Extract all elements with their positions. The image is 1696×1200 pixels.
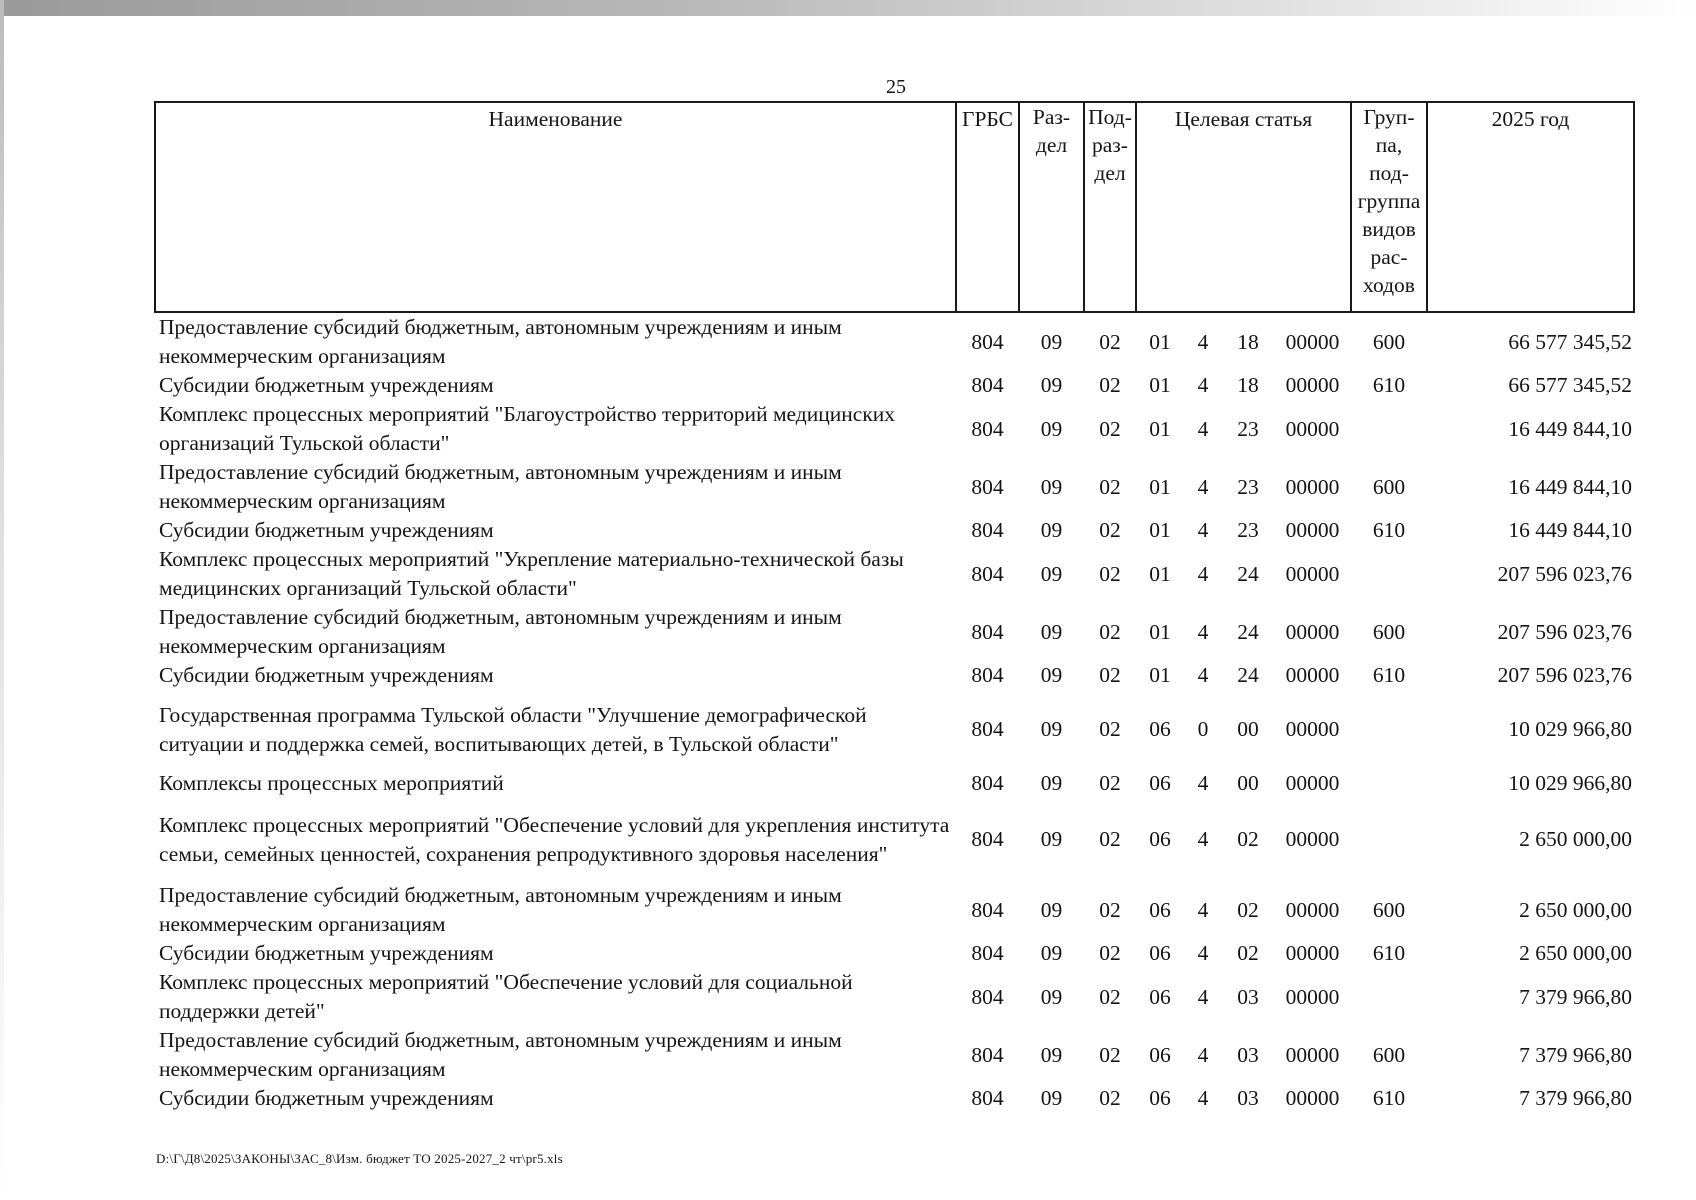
row-razdel: 09 bbox=[1040, 663, 1063, 687]
row-target-direction: 00000 bbox=[1285, 561, 1340, 586]
scan-edge-left bbox=[0, 0, 4, 1200]
row-podrazdel: 02 bbox=[1099, 1086, 1121, 1110]
row-target-program: 01 bbox=[1149, 663, 1171, 687]
table-row bbox=[155, 545, 1634, 603]
row-podrazdel: 02 bbox=[1099, 1042, 1121, 1067]
row-name: Государственная программа Тульской области "Улучшение демографической ситуации и поддержка семей, воспитывающих детей, в Тульской области" bbox=[159, 702, 867, 756]
row-target-type: 4 bbox=[1197, 561, 1209, 586]
row-expense-group: 600 bbox=[1372, 474, 1406, 499]
scan-edge-top bbox=[0, 0, 1696, 16]
row-target-type: 4 bbox=[1197, 941, 1209, 965]
table-row bbox=[155, 312, 1634, 371]
row-target-direction: 00000 bbox=[1285, 897, 1340, 922]
file-path-footer: D:\Г\Д8\2025\ЗАКОНЫ\ЗАС_8\Изм. бюджет ТО 2025-2027_2 чт\pr5.xls bbox=[156, 1151, 563, 1166]
header-podrazdel-text: Под- раз- дел bbox=[1088, 105, 1132, 185]
row-target-element: 18 bbox=[1237, 329, 1259, 354]
row-razdel: 09 bbox=[1040, 1042, 1063, 1067]
row-target-element: 00 bbox=[1237, 771, 1259, 795]
row-razdel: 09 bbox=[1040, 771, 1063, 795]
row-amount: 207 596 023,76 bbox=[1497, 663, 1632, 687]
row-grbs: 804 bbox=[971, 717, 1004, 741]
header-grbs: ГРБС bbox=[956, 102, 1019, 312]
row-target-element: 24 bbox=[1237, 561, 1259, 586]
row-target-type: 4 bbox=[1197, 1042, 1209, 1067]
row-grbs: 804 bbox=[971, 663, 1004, 687]
table-body bbox=[155, 312, 1634, 1113]
row-target-element: 00 bbox=[1237, 717, 1259, 741]
row-razdel: 09 bbox=[1040, 1086, 1063, 1110]
row-amount: 16 449 844,10 bbox=[1508, 474, 1632, 499]
row-amount: 66 577 345,52 bbox=[1508, 329, 1632, 354]
row-podrazdel: 02 bbox=[1099, 373, 1121, 397]
row-target-element: 02 bbox=[1237, 897, 1259, 922]
row-name: Предоставление субсидий бюджетным, автономным учреждениям и иным некоммерческим организациям bbox=[159, 315, 842, 368]
row-amount: 10 029 966,80 bbox=[1508, 717, 1632, 741]
row-name: Субсидии бюджетным учреждениям bbox=[159, 1086, 494, 1110]
row-grbs: 804 bbox=[971, 416, 1004, 441]
row-target-type: 4 bbox=[1197, 518, 1209, 542]
row-razdel: 09 bbox=[1040, 984, 1063, 1009]
row-target-type: 4 bbox=[1197, 416, 1209, 441]
row-podrazdel: 02 bbox=[1099, 771, 1121, 795]
table-row bbox=[155, 458, 1634, 516]
row-target-type: 4 bbox=[1197, 474, 1209, 499]
header-podrazdel bbox=[1084, 102, 1136, 312]
row-razdel: 09 bbox=[1040, 474, 1063, 499]
row-target-element: 02 bbox=[1237, 941, 1259, 965]
row-target-program: 01 bbox=[1149, 619, 1171, 644]
row-target-direction: 00000 bbox=[1285, 984, 1340, 1009]
row-expense-group bbox=[1351, 798, 1427, 881]
row-target-element: 23 bbox=[1237, 416, 1259, 441]
row-target-type: 4 bbox=[1197, 827, 1209, 851]
row-razdel: 09 bbox=[1040, 373, 1063, 397]
row-target-program: 01 bbox=[1149, 416, 1171, 441]
row-target-type: 4 bbox=[1197, 1086, 1209, 1110]
row-target-program: 06 bbox=[1149, 771, 1171, 795]
page-number: 25 bbox=[886, 76, 906, 98]
budget-table bbox=[154, 101, 1635, 1113]
row-razdel: 09 bbox=[1040, 619, 1063, 644]
table-row bbox=[155, 400, 1634, 458]
row-name: Субсидии бюджетным учреждениям bbox=[159, 518, 494, 542]
row-target-direction: 00000 bbox=[1285, 474, 1340, 499]
row-target-program: 01 bbox=[1149, 561, 1171, 586]
row-target-element: 18 bbox=[1237, 373, 1259, 397]
table-row bbox=[155, 1026, 1634, 1084]
row-grbs: 804 bbox=[971, 1042, 1004, 1067]
row-name: Комплекс процессных мероприятий "Обеспечение условий для укрепления института семьи, семейных ценностей, сохранения репродуктивного здоровья населения" bbox=[159, 812, 950, 866]
table-row bbox=[155, 603, 1634, 661]
row-expense-group: 600 bbox=[1372, 619, 1406, 644]
row-podrazdel: 02 bbox=[1099, 663, 1121, 687]
row-name: Комплекс процессных мероприятий "Укрепление материально-технической базы медицинских организаций Тульской области" bbox=[159, 547, 904, 600]
row-razdel: 09 bbox=[1040, 518, 1063, 542]
row-podrazdel: 02 bbox=[1099, 717, 1121, 741]
header-razdel bbox=[1019, 102, 1084, 312]
row-grbs: 804 bbox=[971, 561, 1004, 586]
header-target-article: Целевая статья bbox=[1136, 102, 1351, 312]
row-expense-group: 600 bbox=[1372, 897, 1406, 922]
row-target-direction: 00000 bbox=[1285, 373, 1340, 397]
row-amount: 66 577 345,52 bbox=[1508, 373, 1632, 397]
row-expense-group: 610 bbox=[1372, 373, 1406, 397]
row-target-type: 4 bbox=[1197, 619, 1209, 644]
row-target-direction: 00000 bbox=[1285, 416, 1340, 441]
row-grbs: 804 bbox=[971, 897, 1004, 922]
row-target-element: 23 bbox=[1237, 474, 1259, 499]
table-header bbox=[155, 102, 1634, 312]
row-target-program: 06 bbox=[1149, 827, 1171, 851]
row-razdel: 09 bbox=[1040, 897, 1063, 922]
row-podrazdel: 02 bbox=[1099, 416, 1121, 441]
row-target-program: 06 bbox=[1149, 717, 1171, 741]
row-podrazdel: 02 bbox=[1099, 619, 1121, 644]
row-amount: 7 379 966,80 bbox=[1519, 1042, 1632, 1067]
header-year-2025: 2025 год bbox=[1427, 102, 1634, 312]
row-grbs: 804 bbox=[971, 771, 1004, 795]
row-target-program: 01 bbox=[1149, 373, 1171, 397]
row-expense-group: 600 bbox=[1372, 329, 1406, 354]
header-expense-group bbox=[1351, 102, 1427, 312]
row-expense-group bbox=[1351, 769, 1427, 798]
row-target-program: 06 bbox=[1149, 984, 1171, 1009]
row-target-direction: 00000 bbox=[1285, 619, 1340, 644]
row-grbs: 804 bbox=[971, 827, 1004, 851]
row-razdel: 09 bbox=[1040, 827, 1063, 851]
row-razdel: 09 bbox=[1040, 561, 1063, 586]
row-podrazdel: 02 bbox=[1099, 561, 1121, 586]
table-row bbox=[155, 798, 1634, 881]
row-amount: 207 596 023,76 bbox=[1497, 619, 1632, 644]
row-target-type: 0 bbox=[1197, 717, 1209, 741]
row-grbs: 804 bbox=[971, 518, 1004, 542]
row-expense-group bbox=[1351, 545, 1427, 603]
table-row bbox=[155, 516, 1634, 545]
row-amount: 16 449 844,10 bbox=[1508, 518, 1632, 542]
row-target-element: 02 bbox=[1237, 827, 1259, 851]
row-target-type: 4 bbox=[1197, 771, 1209, 795]
row-target-program: 01 bbox=[1149, 329, 1171, 354]
row-name: Предоставление субсидий бюджетным, автономным учреждениям и иным некоммерческим организациям bbox=[159, 605, 842, 658]
row-target-direction: 00000 bbox=[1285, 717, 1340, 741]
row-target-direction: 00000 bbox=[1285, 329, 1340, 354]
row-razdel: 09 bbox=[1040, 717, 1063, 741]
row-target-program: 06 bbox=[1149, 897, 1171, 922]
row-grbs: 804 bbox=[971, 329, 1004, 354]
row-podrazdel: 02 bbox=[1099, 897, 1121, 922]
row-grbs: 804 bbox=[971, 373, 1004, 397]
row-target-element: 24 bbox=[1237, 663, 1259, 687]
row-target-program: 01 bbox=[1149, 518, 1171, 542]
row-target-type: 4 bbox=[1197, 984, 1209, 1009]
row-podrazdel: 02 bbox=[1099, 984, 1121, 1009]
row-expense-group: 610 bbox=[1372, 518, 1406, 542]
row-podrazdel: 02 bbox=[1099, 941, 1121, 965]
row-grbs: 804 bbox=[971, 984, 1004, 1009]
row-target-element: 03 bbox=[1237, 1042, 1259, 1067]
row-target-direction: 00000 bbox=[1285, 663, 1340, 687]
row-expense-group: 610 bbox=[1372, 941, 1406, 965]
row-name: Субсидии бюджетным учреждениям bbox=[159, 373, 494, 397]
row-name: Предоставление субсидий бюджетным, автономным учреждениям и иным некоммерческим организациям bbox=[159, 460, 842, 513]
row-target-type: 4 bbox=[1197, 373, 1209, 397]
table-row bbox=[155, 371, 1634, 400]
table-row bbox=[155, 1084, 1634, 1113]
row-target-type: 4 bbox=[1197, 663, 1209, 687]
row-amount: 2 650 000,00 bbox=[1519, 941, 1632, 965]
table-row bbox=[155, 968, 1634, 1026]
row-target-type: 4 bbox=[1197, 329, 1209, 354]
row-amount: 10 029 966,80 bbox=[1508, 771, 1632, 795]
row-target-program: 06 bbox=[1149, 941, 1171, 965]
row-expense-group: 610 bbox=[1372, 1086, 1406, 1110]
table-row bbox=[155, 690, 1634, 769]
row-expense-group bbox=[1351, 690, 1427, 769]
row-name: Предоставление субсидий бюджетным, автономным учреждениям и иным некоммерческим организациям bbox=[159, 1028, 842, 1081]
row-name: Предоставление субсидий бюджетным, автономным учреждениям и иным некоммерческим организациям bbox=[159, 883, 842, 936]
row-expense-group: 610 bbox=[1372, 663, 1406, 687]
row-amount: 7 379 966,80 bbox=[1519, 1086, 1632, 1110]
row-razdel: 09 bbox=[1040, 941, 1063, 965]
table-row bbox=[155, 939, 1634, 968]
row-name: Субсидии бюджетным учреждениям bbox=[159, 663, 494, 687]
row-expense-group: 600 bbox=[1372, 1042, 1406, 1067]
row-amount: 2 650 000,00 bbox=[1519, 897, 1632, 922]
row-target-element: 23 bbox=[1237, 518, 1259, 542]
row-target-direction: 00000 bbox=[1285, 1042, 1340, 1067]
row-target-direction: 00000 bbox=[1285, 518, 1340, 542]
row-grbs: 804 bbox=[971, 474, 1004, 499]
row-target-element: 03 bbox=[1237, 1086, 1259, 1110]
row-razdel: 09 bbox=[1040, 416, 1063, 441]
header-name: Наименование bbox=[155, 102, 956, 312]
row-target-direction: 00000 bbox=[1285, 827, 1340, 851]
row-podrazdel: 02 bbox=[1099, 518, 1121, 542]
row-target-direction: 00000 bbox=[1285, 1086, 1340, 1110]
row-target-element: 24 bbox=[1237, 619, 1259, 644]
row-target-direction: 00000 bbox=[1285, 771, 1340, 795]
row-target-program: 06 bbox=[1149, 1042, 1171, 1067]
row-target-element: 03 bbox=[1237, 984, 1259, 1009]
table-row bbox=[155, 661, 1634, 690]
row-podrazdel: 02 bbox=[1099, 827, 1121, 851]
header-razdel-text: Раз- дел bbox=[1032, 105, 1071, 157]
row-grbs: 804 bbox=[971, 941, 1004, 965]
row-name: Комплекс процессных мероприятий "Обеспечение условий для социальной поддержки детей" bbox=[159, 970, 853, 1023]
row-target-type: 4 bbox=[1197, 897, 1209, 922]
row-name: Комплексы процессных мероприятий bbox=[159, 771, 504, 795]
row-razdel: 09 bbox=[1040, 329, 1063, 354]
row-target-direction: 00000 bbox=[1285, 941, 1340, 965]
row-amount: 7 379 966,80 bbox=[1519, 984, 1632, 1009]
row-grbs: 804 bbox=[971, 1086, 1004, 1110]
row-target-program: 01 bbox=[1149, 474, 1171, 499]
row-expense-group bbox=[1351, 968, 1427, 1026]
row-name: Комплекс процессных мероприятий "Благоустройство территорий медицинских организаций Тульской области" bbox=[159, 402, 896, 455]
row-grbs: 804 bbox=[971, 619, 1004, 644]
row-podrazdel: 02 bbox=[1099, 474, 1121, 499]
table-row bbox=[155, 881, 1634, 939]
header-expense-group-text: Груп- па, под- группа видов рас- ходов bbox=[1357, 105, 1421, 297]
row-amount: 16 449 844,10 bbox=[1508, 416, 1632, 441]
row-target-program: 06 bbox=[1149, 1086, 1171, 1110]
table-row bbox=[155, 769, 1634, 798]
row-amount: 2 650 000,00 bbox=[1519, 827, 1632, 851]
row-expense-group bbox=[1351, 400, 1427, 458]
row-amount: 207 596 023,76 bbox=[1497, 561, 1632, 586]
row-podrazdel: 02 bbox=[1099, 329, 1121, 354]
row-name: Субсидии бюджетным учреждениям bbox=[159, 941, 494, 965]
